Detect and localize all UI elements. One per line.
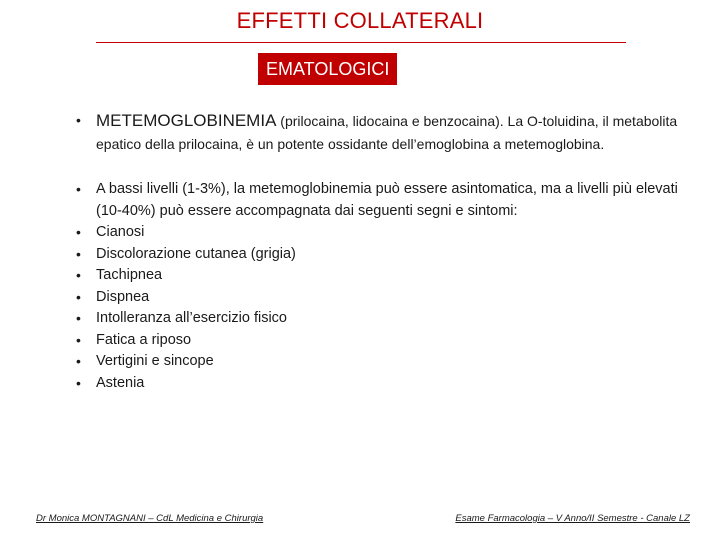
slide-content	[76, 110, 696, 394]
bullet-icon: •	[76, 267, 81, 283]
bullet-icon: •	[76, 331, 81, 348]
symptom-item	[76, 351, 696, 373]
bullet-icon: •	[76, 181, 81, 197]
symptom-label: Cianosi	[96, 224, 145, 240]
symptom-label: Dispnea	[96, 288, 150, 305]
bullet-icon: •	[76, 374, 81, 391]
methemoglobinemia-bullet	[76, 110, 696, 156]
symptom-label: Astenia	[96, 374, 145, 391]
methemoglobinemia-term: METEMOGLOBINEMIA	[96, 111, 277, 130]
symptom-item	[76, 330, 696, 352]
symptom-label: Tachipnea	[96, 267, 163, 283]
symptom-item	[76, 373, 696, 395]
symptom-item	[76, 222, 696, 244]
bullet-icon: •	[76, 112, 81, 128]
footer-course: Esame Farmacologia – V Anno/II Semestre - Canale LZ	[455, 513, 690, 524]
symptom-item	[76, 265, 696, 287]
symptom-label: Discolorazione cutanea (grigia)	[96, 245, 296, 262]
symptom-label: Fatica a riposo	[96, 331, 192, 348]
symptom-item	[76, 308, 696, 330]
slide-title: EFFETTI COLLATERALI	[236, 8, 484, 33]
bullet-icon: •	[76, 224, 81, 240]
bullet-icon: •	[76, 288, 81, 305]
symptom-item	[76, 287, 696, 309]
methemoglobinemia-description: (prilocaina, lidocaina e benzocaina). La O-toluidina, il metabolita epatico della prilocaina, è un potente ossidante dell’emoglobina a metemoglobina.	[96, 113, 678, 152]
bullet-icon: •	[76, 310, 81, 326]
levels-bullet	[76, 179, 696, 222]
footer-author: Dr Monica MONTAGNANI – CdL Medicina e Chirurgia	[36, 513, 264, 524]
spacer	[76, 156, 696, 179]
symptom-label: Vertigini e sincope	[96, 353, 214, 369]
bullet-icon: •	[76, 353, 81, 369]
symptom-label: Intolleranza all’esercizio fisico	[96, 310, 287, 326]
levels-text: A bassi livelli (1-3%), la metemoglobinemia può essere asintomatica, ma a livelli più elevati (10-40%) può essere accompagnata dai seguenti segni e sintomi:	[96, 181, 678, 219]
bullet-icon: •	[76, 245, 81, 262]
title-divider	[96, 42, 626, 43]
symptom-item	[76, 244, 696, 266]
section-badge: EMATOLOGICI	[258, 53, 397, 85]
